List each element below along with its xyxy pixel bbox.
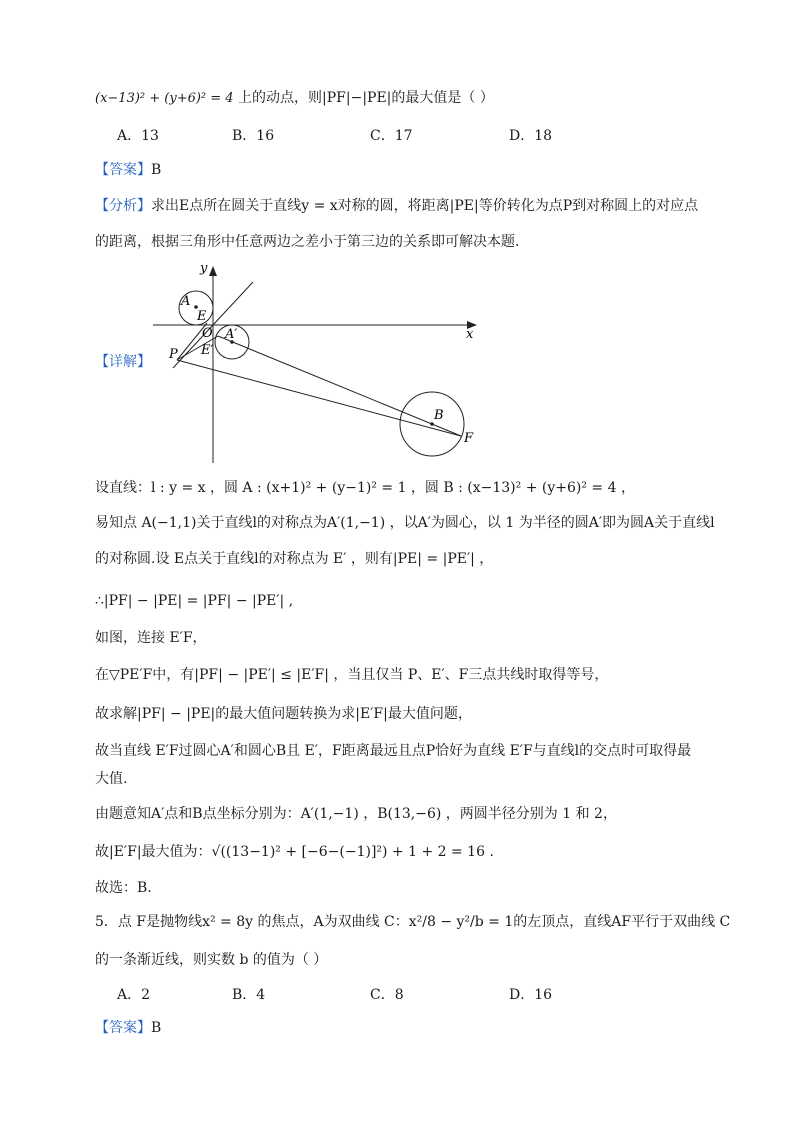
- q5-option-c: C．8: [370, 987, 404, 1003]
- q5-line-2: 的一条渐近线，则实数 b 的值为（ ）: [95, 952, 328, 968]
- y-axis-arrow: [209, 266, 217, 276]
- label-p: P: [169, 347, 178, 362]
- segment-pf: [177, 360, 461, 436]
- label-b: B: [434, 408, 444, 423]
- q4-stem-math: (x−13)² + (y+6)² = 4: [95, 91, 234, 106]
- q4-stem: [95, 88, 494, 109]
- analysis-tag: 【分析】: [95, 198, 151, 214]
- geometry-figure: [145, 258, 485, 468]
- q4-option-b: B．16: [232, 128, 275, 144]
- answer-1-tag: 【答案】: [95, 162, 151, 178]
- label-x: x: [466, 327, 474, 342]
- answer-2-value: B: [151, 1020, 162, 1036]
- solution-line-11: 故|E′F|最大值为：√((13−1)² + [−6−(−1)]²) + 1 + 2 = 16 .: [95, 844, 494, 860]
- solution-line-1: 设直线：l : y = x ，圆 A : (x+1)² + (y−1)² = 1 ，圆 B : (x−13)² + (y+6)² = 4 ，: [95, 480, 635, 496]
- label-a: A: [181, 294, 191, 309]
- analysis-text-1: 求出E点所在圆关于直线y = x对称的圆，将距离|PE|等价转化为点P到对称圆上的对应点: [151, 198, 699, 214]
- q4-option-c: C．17: [370, 128, 413, 144]
- answer-2-tag: 【答案】: [95, 1020, 151, 1036]
- solution-line-3: 的对称圆.设 E点关于直线l的对称点为 E′ ，则有|PE| = |PE′| ，: [95, 551, 494, 567]
- q5-option-b: B．4: [232, 987, 266, 1003]
- solution-line-5: 如图，连接 E′F，: [95, 630, 207, 646]
- solution-line-12: 故选：B.: [95, 880, 152, 896]
- segment-eprime-f: [218, 336, 461, 436]
- answer-2: [95, 1018, 161, 1038]
- solution-line-8: 故当直线 E′F过圆心A′和圆心B且 E′，F距离最远且点P恰好为直线 E′F与直线l的交点时可取得最: [95, 743, 692, 759]
- label-y: y: [200, 261, 208, 276]
- solution-line-2: 易知点 A(−1,1)关于直线l的对称点为A′(1,−1) ，以A′为圆心，以 1 为半径的圆A′即为圆A关于直线l: [95, 515, 715, 531]
- solution-line-4: ∴|PF| − |PE| = |PF| − |PE′| ,: [95, 593, 294, 609]
- solution-line-6: 在▽PE′F中，有|PF| − |PE′| ≤ |E′F| ，当且仅当 P、E′、F三点共线时取得等号，: [95, 667, 609, 683]
- q4-option-d: D．18: [509, 128, 553, 144]
- answer-1-value: B: [151, 162, 162, 178]
- label-a-prime: A′: [225, 327, 238, 342]
- label-f: F: [464, 431, 474, 446]
- solution-line-9: 大值.: [95, 771, 128, 787]
- q5-option-a: A．2: [117, 987, 151, 1003]
- detail-tag: 【详解】: [95, 354, 151, 370]
- solution-line-10: 由题意知A′点和B点坐标分别为：A′(1,−1) ，B(13,−6) ，两圆半径分别为 1 和 2，: [95, 806, 617, 822]
- solution-line-7: 故求解|PF| − |PE|的最大值问题转换为求|E′F|最大值问题，: [95, 706, 472, 722]
- q5-line-1: 5．点 F是抛物线x² = 8y 的焦点，A为双曲线 C：x²/8 − y²/b = 1的左顶点，直线AF平行于双曲线 C: [95, 914, 731, 930]
- q5-option-d: D．16: [509, 987, 553, 1003]
- answer-1: [95, 160, 161, 180]
- q4-option-a: A．13: [117, 128, 159, 144]
- analysis-line-2: 的距离，根据三角形中任意两边之差小于第三边的关系即可解决本题.: [95, 234, 520, 250]
- label-e: E: [197, 309, 207, 324]
- q4-stem-text: 上的动点，则|PF|−|PE|的最大值是（ ）: [238, 90, 494, 106]
- label-o: O: [202, 326, 213, 341]
- label-e-prime: E′: [201, 343, 214, 358]
- analysis-line-1: [95, 196, 698, 216]
